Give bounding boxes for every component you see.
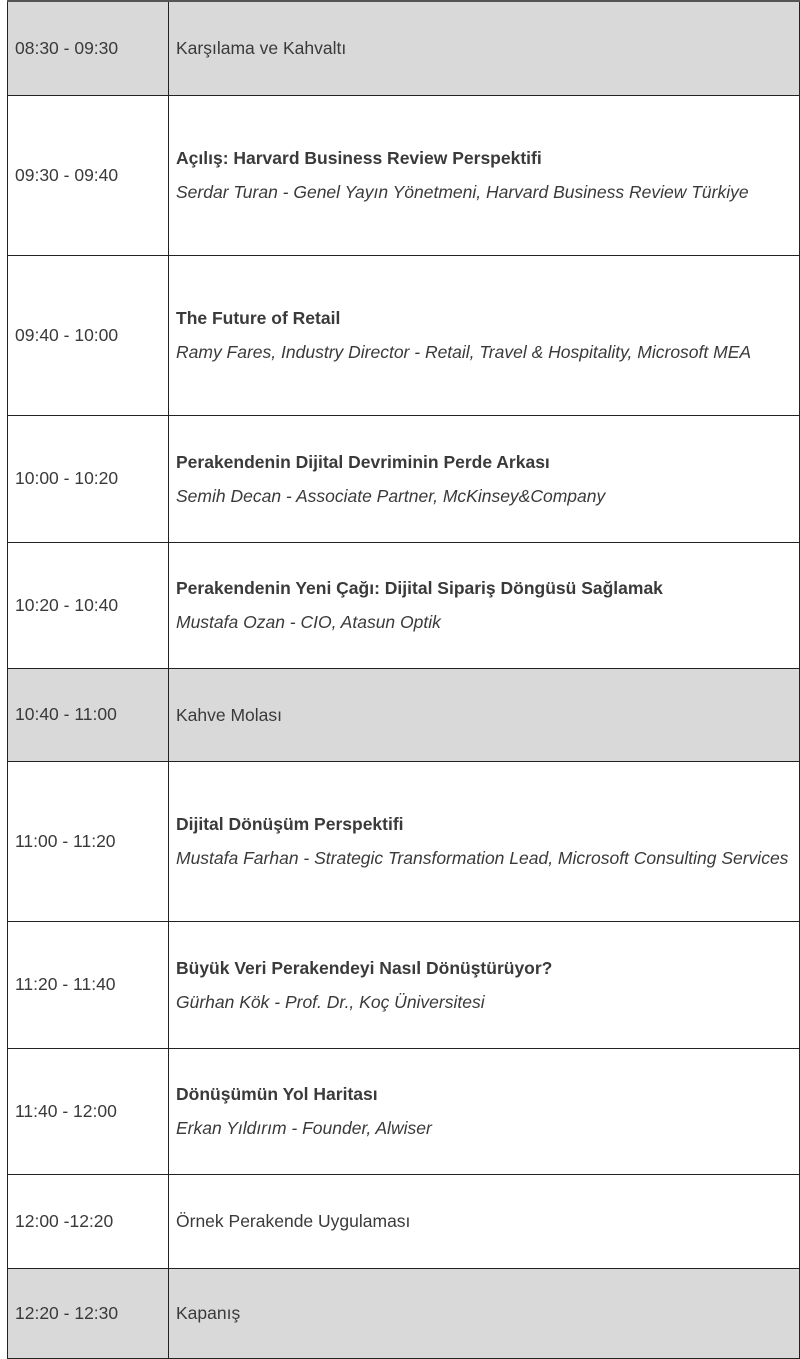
session-time: 12:20 - 12:30 — [8, 1268, 169, 1358]
agenda-row — [8, 1268, 800, 1358]
session-time: 10:40 - 11:00 — [8, 668, 169, 761]
session-label: Kapanış — [176, 1303, 241, 1323]
session-speaker: Serdar Turan - Genel Yayın Yönetmeni, Harvard Business Review Türkiye — [176, 182, 749, 202]
session-content — [169, 542, 800, 668]
session-content — [169, 415, 800, 542]
session-title: Büyük Veri Perakendeyi Nasıl Dönüştürüyor? — [176, 957, 553, 978]
session-time: 08:30 - 09:30 — [8, 1, 169, 95]
agenda-row — [8, 921, 800, 1048]
session-title: Dönüşümün Yol Haritası — [176, 1084, 378, 1104]
session-speaker: Erkan Yıldırım - Founder, Alwiser — [176, 1118, 432, 1138]
session-content — [169, 1268, 800, 1358]
agenda-row — [8, 761, 800, 921]
session-title: Açılış: Harvard Business Review Perspektifi — [176, 148, 542, 168]
session-time: 10:00 - 10:20 — [8, 415, 169, 542]
session-time: 10:20 - 10:40 — [8, 542, 169, 668]
session-title: Dijital Dönüşüm Perspektifi — [176, 814, 404, 834]
session-content — [169, 255, 800, 415]
session-time: 11:00 - 11:20 — [8, 761, 169, 921]
session-speaker: Gürhan Kök - Prof. Dr., Koç Üniversitesi — [176, 991, 485, 1012]
session-title: The Future of Retail — [176, 308, 341, 328]
session-time: 12:00 -12:20 — [8, 1174, 169, 1268]
session-content — [169, 1, 800, 95]
session-label: Karşılama ve Kahvaltı — [176, 38, 347, 59]
session-speaker: Mustafa Farhan - Strategic Transformation Lead, Microsoft Consulting Services — [176, 848, 789, 868]
session-content — [169, 668, 800, 761]
session-label: Kahve Molası — [176, 704, 283, 725]
session-content — [169, 761, 800, 921]
agenda-table — [7, 0, 800, 1359]
agenda-row — [8, 542, 800, 668]
session-speaker: Semih Decan - Associate Partner, McKinsey&Company — [176, 485, 606, 506]
agenda-row — [8, 255, 800, 415]
session-content — [169, 1048, 800, 1174]
session-time: 11:40 - 12:00 — [8, 1048, 169, 1174]
agenda-row — [8, 1048, 800, 1174]
session-label: Örnek Perakende Uygulaması — [176, 1211, 411, 1231]
session-title: Perakendenin Dijital Devriminin Perde Arkası — [176, 451, 550, 472]
session-time: 09:40 - 10:00 — [8, 255, 169, 415]
agenda-row — [8, 415, 800, 542]
agenda-row — [8, 1174, 800, 1268]
agenda-row — [8, 668, 800, 761]
session-content — [169, 1174, 800, 1268]
session-time: 09:30 - 09:40 — [8, 95, 169, 255]
session-title: Perakendenin Yeni Çağı: Dijital Sipariş Döngüsü Sağlamak — [176, 578, 663, 598]
session-time: 11:20 - 11:40 — [8, 921, 169, 1048]
agenda-row — [8, 95, 800, 255]
agenda-row — [8, 1, 800, 95]
session-content — [169, 921, 800, 1048]
session-content — [169, 95, 800, 255]
session-speaker: Ramy Fares, Industry Director - Retail, Travel & Hospitality, Microsoft MEA — [176, 342, 752, 362]
session-speaker: Mustafa Ozan - CIO, Atasun Optik — [176, 612, 441, 632]
